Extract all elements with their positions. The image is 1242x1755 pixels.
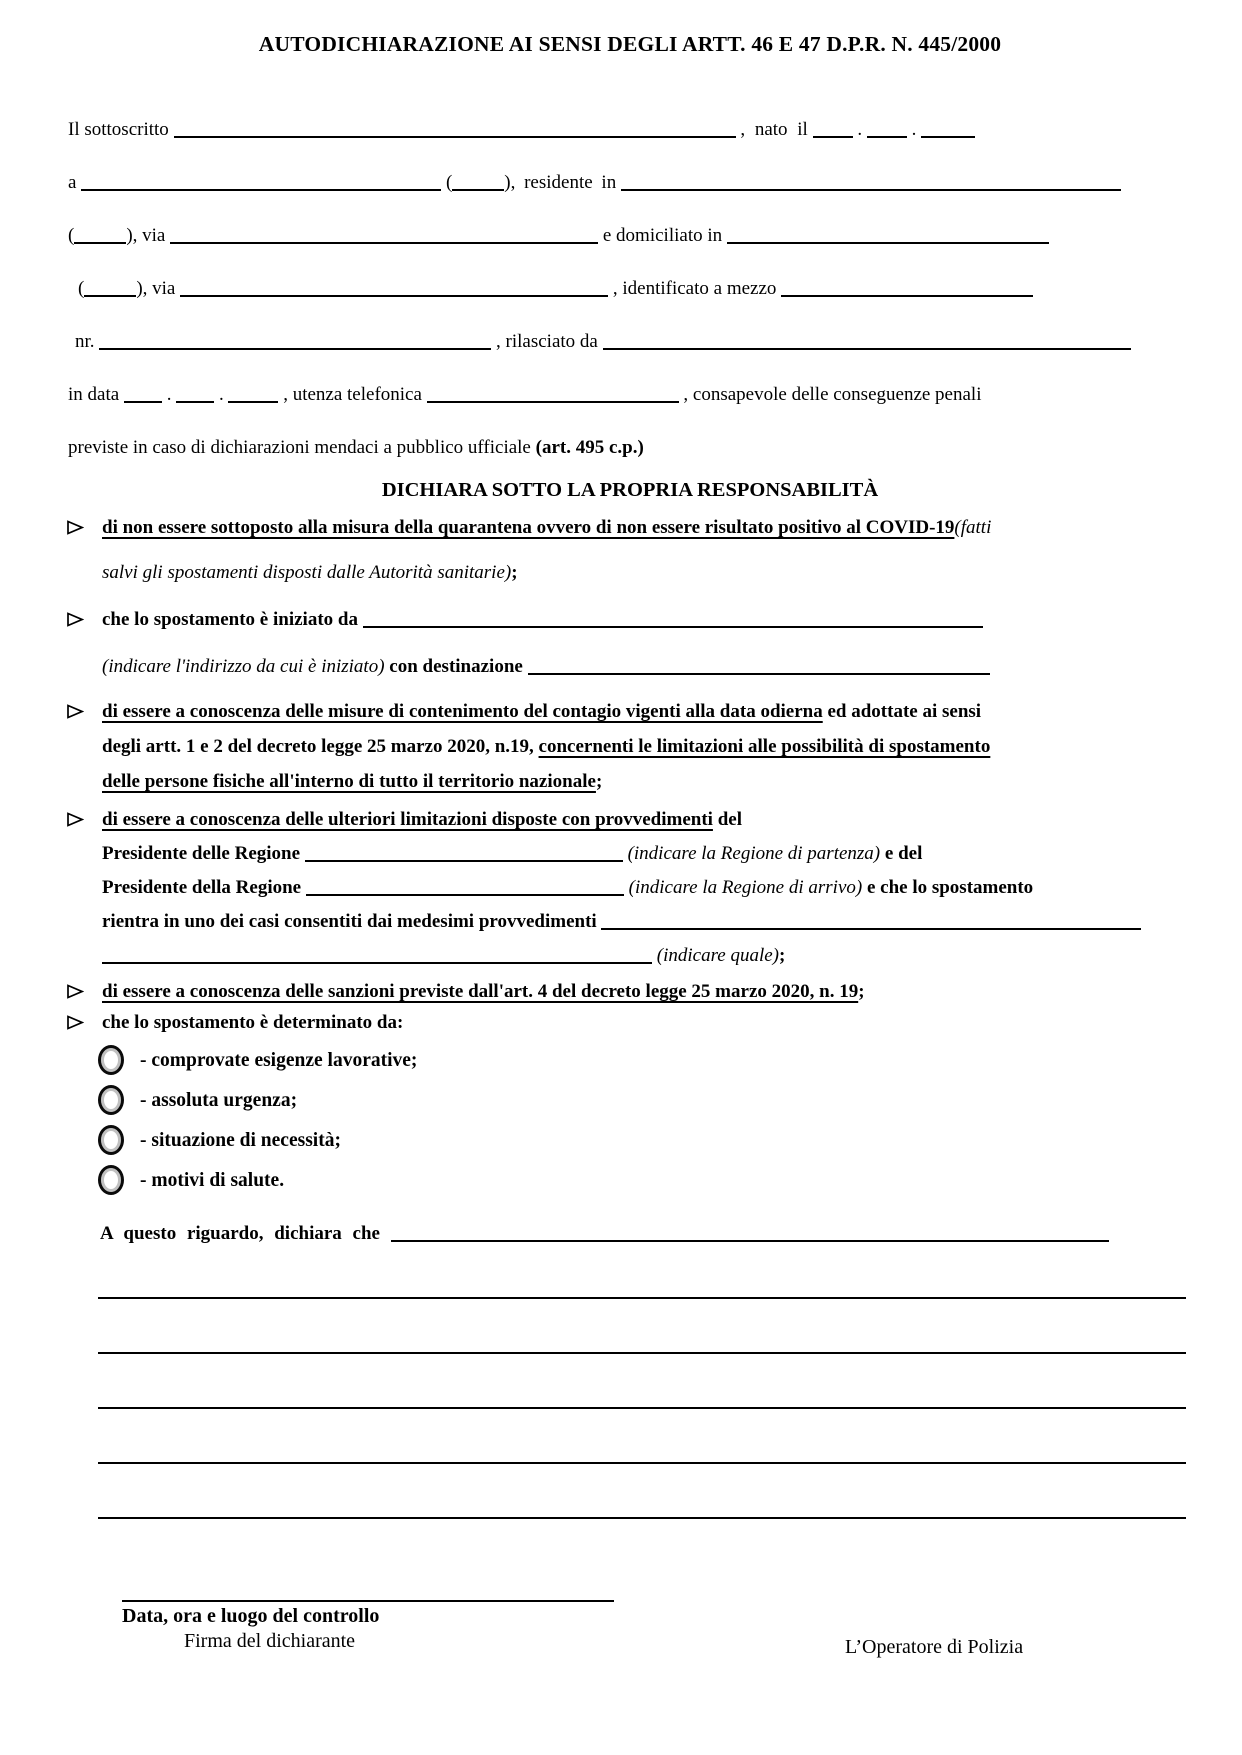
text-ulteriori: di essere a conoscenza delle ulteriori limitazioni disposte con provvedimenti	[102, 809, 713, 830]
text-semicolon: ;	[858, 981, 865, 1002]
arrowhead-right-icon	[66, 1013, 84, 1038]
field-rilascio-giorno[interactable]	[124, 387, 162, 403]
note-indicare-quale: (indicare quale)	[656, 945, 779, 966]
text-semicolon: ;	[511, 562, 518, 583]
label-nato-il: , nato il	[740, 119, 808, 140]
field-destinazione[interactable]	[528, 659, 990, 675]
writing-line-4[interactable]	[98, 1462, 1186, 1464]
text-determinato: che lo spostamento è determinato da:	[102, 1012, 404, 1033]
label-il-sottoscritto: Il sottoscritto	[68, 119, 169, 140]
line-domicilio	[68, 224, 1192, 247]
writing-line-5[interactable]	[98, 1517, 1186, 1519]
writing-line-1[interactable]	[98, 1297, 1186, 1299]
reason-row-necessita	[98, 1120, 1192, 1160]
text-a-questo-riguardo: A questo riguardo, dichiara che	[100, 1223, 380, 1244]
dot-separator: .	[218, 384, 224, 405]
note-regione-arrivo: (indicare la Regione di arrivo)	[628, 877, 863, 898]
label-a: a	[68, 172, 77, 193]
reason-row-lavorative	[98, 1040, 1192, 1080]
bullet-determinato-da	[68, 1010, 1192, 1035]
label-nr: nr.	[75, 331, 95, 352]
writing-line-3[interactable]	[98, 1407, 1186, 1409]
text-semicolon: ;	[778, 945, 786, 966]
label-rilasciato-da: , rilasciato da	[496, 331, 598, 352]
control-signature-block	[122, 1600, 614, 1654]
text-salvi: salvi gli spostamenti disposti dalle Autorità sanitarie)	[102, 562, 512, 583]
label-data-ora-luogo: Data, ora e luogo del controllo	[122, 1605, 380, 1627]
field-documento-tipo[interactable]	[781, 281, 1033, 297]
text-misure: di essere a conoscenza delle misure di contenimento del contagio vigenti alla data odierna	[102, 701, 823, 722]
field-spostamento-da[interactable]	[363, 612, 983, 628]
reason-label: - motivi di salute.	[140, 1169, 285, 1191]
label-identificato: , identificato a mezzo	[612, 278, 777, 299]
field-nato-anno[interactable]	[921, 122, 975, 138]
field-rilasciato-da[interactable]	[603, 334, 1131, 350]
label-via: ), via	[126, 225, 166, 246]
arrowhead-right-icon	[66, 703, 84, 726]
field-documento-numero[interactable]	[99, 334, 491, 350]
field-telefono[interactable]	[427, 387, 679, 403]
field-domicilio[interactable]	[727, 228, 1049, 244]
reason-label: - comprovate esigenze lavorative;	[140, 1049, 418, 1071]
reason-row-urgenza	[98, 1080, 1192, 1120]
label-art-495: (art. 495 c.p.)	[535, 437, 644, 458]
reason-label: - assoluta urgenza;	[140, 1089, 298, 1111]
line-via-domicilio	[78, 277, 1192, 300]
paren-open: (	[445, 172, 453, 193]
bullet-ulteriori-limitazioni	[68, 803, 1192, 973]
field-nato-giorno[interactable]	[813, 122, 853, 138]
field-provincia-nascita[interactable]	[452, 175, 504, 191]
line-data-telefono	[68, 383, 1192, 406]
label-via: ), via	[136, 278, 176, 299]
field-luogo-nascita[interactable]	[81, 175, 441, 191]
dot-separator: .	[857, 119, 863, 140]
text-iniziato-da: che lo spostamento è iniziato da	[102, 609, 358, 630]
field-via-domicilio[interactable]	[180, 281, 608, 297]
text-presidente-2: Presidente della Regione	[102, 877, 302, 898]
field-nato-mese[interactable]	[867, 122, 907, 138]
radio-button-urgenza[interactable]	[98, 1085, 124, 1115]
label-domiciliato-in: e domiciliato in	[602, 225, 723, 246]
text-e-che: e che lo spostamento	[866, 877, 1034, 898]
reason-row-salute	[98, 1160, 1192, 1200]
text-e-del: e del	[884, 843, 923, 864]
line-residenza	[68, 171, 1192, 194]
field-caso-consentito-2[interactable]	[102, 948, 652, 964]
arrowhead-right-icon	[66, 611, 84, 634]
text-semicolon: ;	[595, 771, 603, 792]
text-adottate: ed adottate ai sensi	[827, 701, 982, 722]
label-residente-in: ), residente in	[504, 172, 617, 193]
section-heading: DICHIARA SOTTO LA PROPRIA RESPONSABILITÀ	[381, 479, 879, 501]
text-persone-fisiche: delle persone fisiche all'interno di tutto il territorio nazionale	[102, 771, 596, 792]
label-previste: previste in caso di dichiarazioni mendaci a pubblico ufficiale	[68, 437, 531, 458]
bullet-misure-contenimento	[68, 694, 1192, 799]
field-provincia-residenza[interactable]	[74, 228, 126, 244]
label-in-data: in data	[68, 384, 120, 405]
radio-button-salute[interactable]	[98, 1165, 124, 1195]
field-regione-partenza[interactable]	[305, 846, 623, 862]
declare-line	[100, 1220, 1192, 1247]
signature-rule[interactable]	[122, 1600, 614, 1602]
text-quarantena: di non essere sottoposto alla misura della quarantena ovvero di non essere risultato positivo al COVID-19	[102, 517, 955, 538]
paren-open: (	[78, 278, 85, 299]
field-provincia-domicilio[interactable]	[84, 281, 136, 297]
note-regione-partenza: (indicare la Regione di partenza)	[627, 843, 881, 864]
bullet-spostamento-iniziato	[68, 608, 1192, 678]
line-documento	[75, 330, 1192, 353]
writing-line-2[interactable]	[98, 1352, 1186, 1354]
field-dichiara-che[interactable]	[391, 1226, 1109, 1242]
line-sottoscritto	[68, 118, 1192, 141]
reasons-list	[98, 1040, 1192, 1200]
field-via-residenza[interactable]	[170, 228, 598, 244]
intro-section	[68, 118, 1192, 459]
text-presidente-1: Presidente delle Regione	[102, 843, 301, 864]
text-concernenti: concernenti le limitazioni alle possibilità di spostamento	[538, 736, 991, 757]
field-caso-consentito[interactable]	[601, 914, 1141, 930]
paren-open: (	[68, 225, 75, 246]
text-del: del	[717, 809, 742, 830]
radio-button-lavorative[interactable]	[98, 1045, 124, 1075]
radio-button-necessita[interactable]	[98, 1125, 124, 1155]
note-indirizzo: (indicare l'indirizzo da cui è iniziato)	[102, 656, 385, 677]
text-fatti: (fatti	[954, 517, 992, 538]
text-artt: degli artt. 1 e 2 del decreto legge 25 marzo 2020, n.19,	[102, 736, 534, 757]
text-rientra: rientra in uno dei casi consentiti dai medesimi provvedimenti	[102, 911, 597, 932]
reason-label: - situazione di necessità;	[140, 1129, 341, 1151]
field-rilascio-mese[interactable]	[176, 387, 214, 403]
bullet-quarantena	[68, 516, 1192, 584]
field-rilascio-anno[interactable]	[228, 387, 278, 403]
text-con-destinazione: con destinazione	[389, 656, 523, 677]
field-sottoscritto[interactable]	[174, 122, 736, 138]
dot-separator: .	[166, 384, 172, 405]
label-firma-dichiarante: Firma del dichiarante	[184, 1630, 356, 1652]
label-operatore-polizia: L’Operatore di Polizia	[845, 1636, 1024, 1658]
label-consapevole: , consapevole delle conseguenze penali	[683, 384, 982, 405]
arrowhead-right-icon	[66, 519, 84, 542]
field-residenza[interactable]	[621, 175, 1121, 191]
field-regione-arrivo[interactable]	[306, 880, 624, 896]
page-title: AUTODICHIARAZIONE AI SENSI DEGLI ARTT. 46 E 47 D.P.R. N. 445/2000	[258, 32, 1002, 56]
arrowhead-right-icon	[66, 811, 84, 834]
dot-separator: .	[911, 119, 917, 140]
arrowhead-right-icon	[66, 982, 84, 1007]
text-sanzioni: di essere a conoscenza delle sanzioni previste dall'art. 4 del decreto legge 25 marzo 2020, n. 19	[102, 981, 859, 1002]
line-previste	[68, 436, 1192, 459]
bullet-sanzioni	[68, 979, 1192, 1004]
label-utenza: , utenza telefonica	[283, 384, 422, 405]
